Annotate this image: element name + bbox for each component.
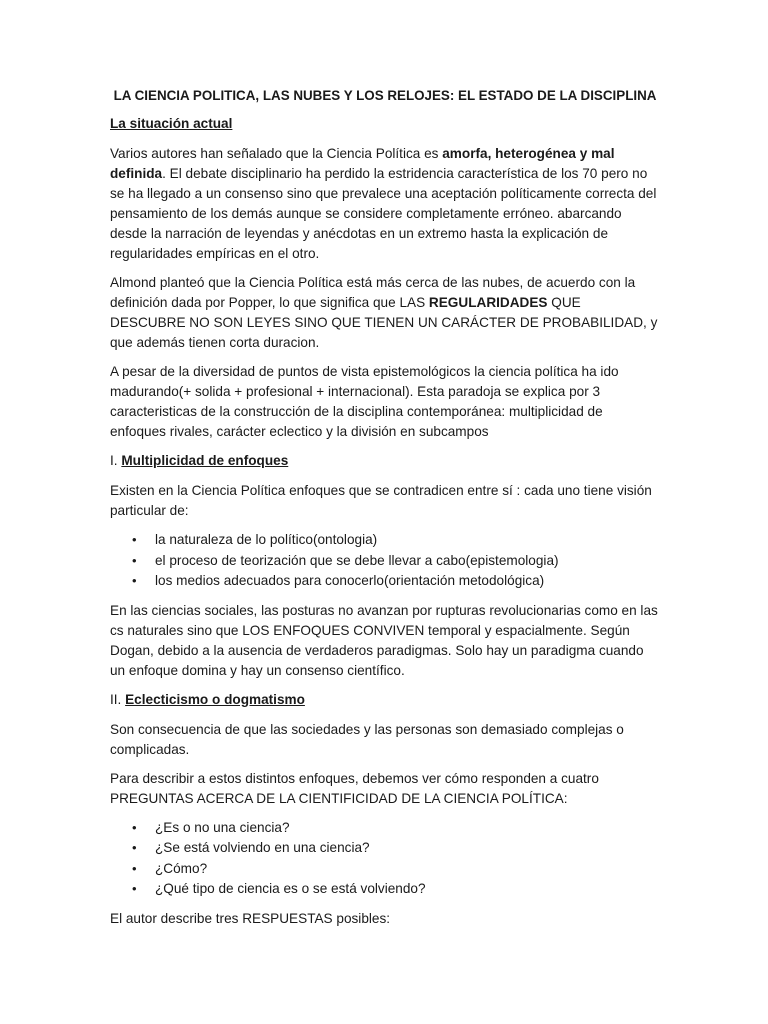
paragraph-3: A pesar de la diversidad de puntos de vista epistemológicos la ciencia política ha ido madurando(+ solida + profesional + internacional). Esta paradoja se explica por 3 caracteristicas de la construcción de la disciplina contemporánea: multiplicidad de enfoques rivales, carácter eclectico y la división en subcampos bbox=[110, 364, 619, 439]
section-heading-situacion bbox=[110, 114, 660, 134]
heading-number: I. bbox=[110, 453, 122, 468]
list-item-text: los medios adecuados para conocerlo(orientación metodológica) bbox=[155, 573, 545, 588]
bullet-icon: • bbox=[132, 840, 137, 855]
list-item bbox=[110, 838, 660, 859]
list-item bbox=[110, 818, 660, 839]
paragraph-eclecticismo-2: Para describir a estos distintos enfoques, debemos ver cómo responden a cuatro PREGUNTAS ACERCA DE LA CIENTIFICIDAD DE LA CIENCIA POLÍTICA: bbox=[110, 770, 599, 806]
paragraph-2 bbox=[110, 273, 660, 353]
list-item bbox=[110, 879, 660, 900]
heading-text: Multiplicidad de enfoques bbox=[121, 453, 289, 468]
list-item-text: ¿Qué tipo de ciencia es o se está volviendo? bbox=[155, 881, 426, 896]
list-item-text: el proceso de teorización que se debe llevar a cabo(epistemologia) bbox=[155, 552, 559, 568]
bullet-icon: • bbox=[132, 552, 137, 568]
list-item bbox=[110, 551, 660, 572]
paragraph-text: . El debate disciplinario ha perdido la estridencia característica de los 70 pero no se ha llegado a un consenso sino que prevalece una aceptación políticamente correcta del pensamiento de los demás aunque se considere completamente erróneo. abarcando desde la narración de leyendas y anécdotas en un extremo hasta la explicación de regularidades empíricas en el otro. bbox=[110, 166, 657, 261]
bullet-icon: • bbox=[132, 881, 137, 896]
list-item bbox=[110, 571, 660, 592]
bullet-icon: • bbox=[132, 532, 137, 547]
list-item-text: ¿Cómo? bbox=[155, 860, 208, 876]
section-heading-eclecticismo bbox=[110, 690, 660, 710]
list-item-text: la naturaleza de lo político(ontologia) bbox=[155, 532, 378, 547]
paragraph-text: QUE DESCUBRE NO SON LEYES SINO QUE TIENEN UN CARÁCTER DE PROBABILIDAD, y que además tienen corta duracion. bbox=[110, 295, 658, 350]
paragraph-eclecticismo-3: El autor describe tres RESPUESTAS posibles: bbox=[110, 910, 391, 926]
list-item-text: ¿Se está volviendo en una ciencia? bbox=[155, 840, 370, 855]
section-heading-multiplicidad bbox=[110, 451, 660, 471]
paragraph-text: Almond planteó que la Ciencia Política está más cerca de las nubes, de acuerdo con la definición dada por Popper, lo que significa que LAS bbox=[110, 275, 636, 310]
paragraph-multiplicidad-intro: Existen en la Ciencia Política enfoques que se contradicen entre sí : cada uno tiene visión particular de: bbox=[110, 483, 652, 518]
paragraph-1 bbox=[110, 144, 660, 264]
bold-text: amorfa, heterogénea y mal definida bbox=[110, 146, 615, 181]
bold-text: REGULARIDADES bbox=[428, 295, 548, 310]
list-item bbox=[110, 859, 660, 880]
list-item bbox=[110, 530, 660, 551]
bullet-list-preguntas bbox=[110, 818, 660, 900]
heading-text: Eclecticismo o dogmatismo bbox=[125, 691, 305, 707]
heading-text: La situación actual bbox=[110, 116, 233, 131]
bullet-icon: • bbox=[132, 573, 137, 588]
paragraph-multiplicidad-after: En las ciencias sociales, las posturas no avanzan por rupturas revolucionarias como en las cs naturales sino que LOS ENFOQUES CONVIVEN temporal y espacialmente. Según Dogan, debido a la ausencia de verdaderos paradigmas. Solo hay un paradigma cuando un enfoque domina y hay un consenso científico. bbox=[110, 602, 658, 678]
bullet-list-multiplicidad bbox=[110, 530, 660, 592]
document-title: LA CIENCIA POLITICA, LAS NUBES Y LOS RELOJES: EL ESTADO DE LA DISCIPLINA bbox=[113, 88, 657, 103]
heading-number: II. bbox=[110, 691, 126, 707]
paragraph-text: Varios autores han señalado que la Ciencia Política es bbox=[110, 146, 443, 161]
bullet-icon: • bbox=[132, 860, 137, 876]
list-item-text: ¿Es o no una ciencia? bbox=[155, 819, 290, 835]
paragraph-eclecticismo-1: Son consecuencia de que las sociedades y las personas son demasiado complejas o complicadas. bbox=[110, 721, 624, 757]
bullet-icon: • bbox=[132, 819, 137, 835]
